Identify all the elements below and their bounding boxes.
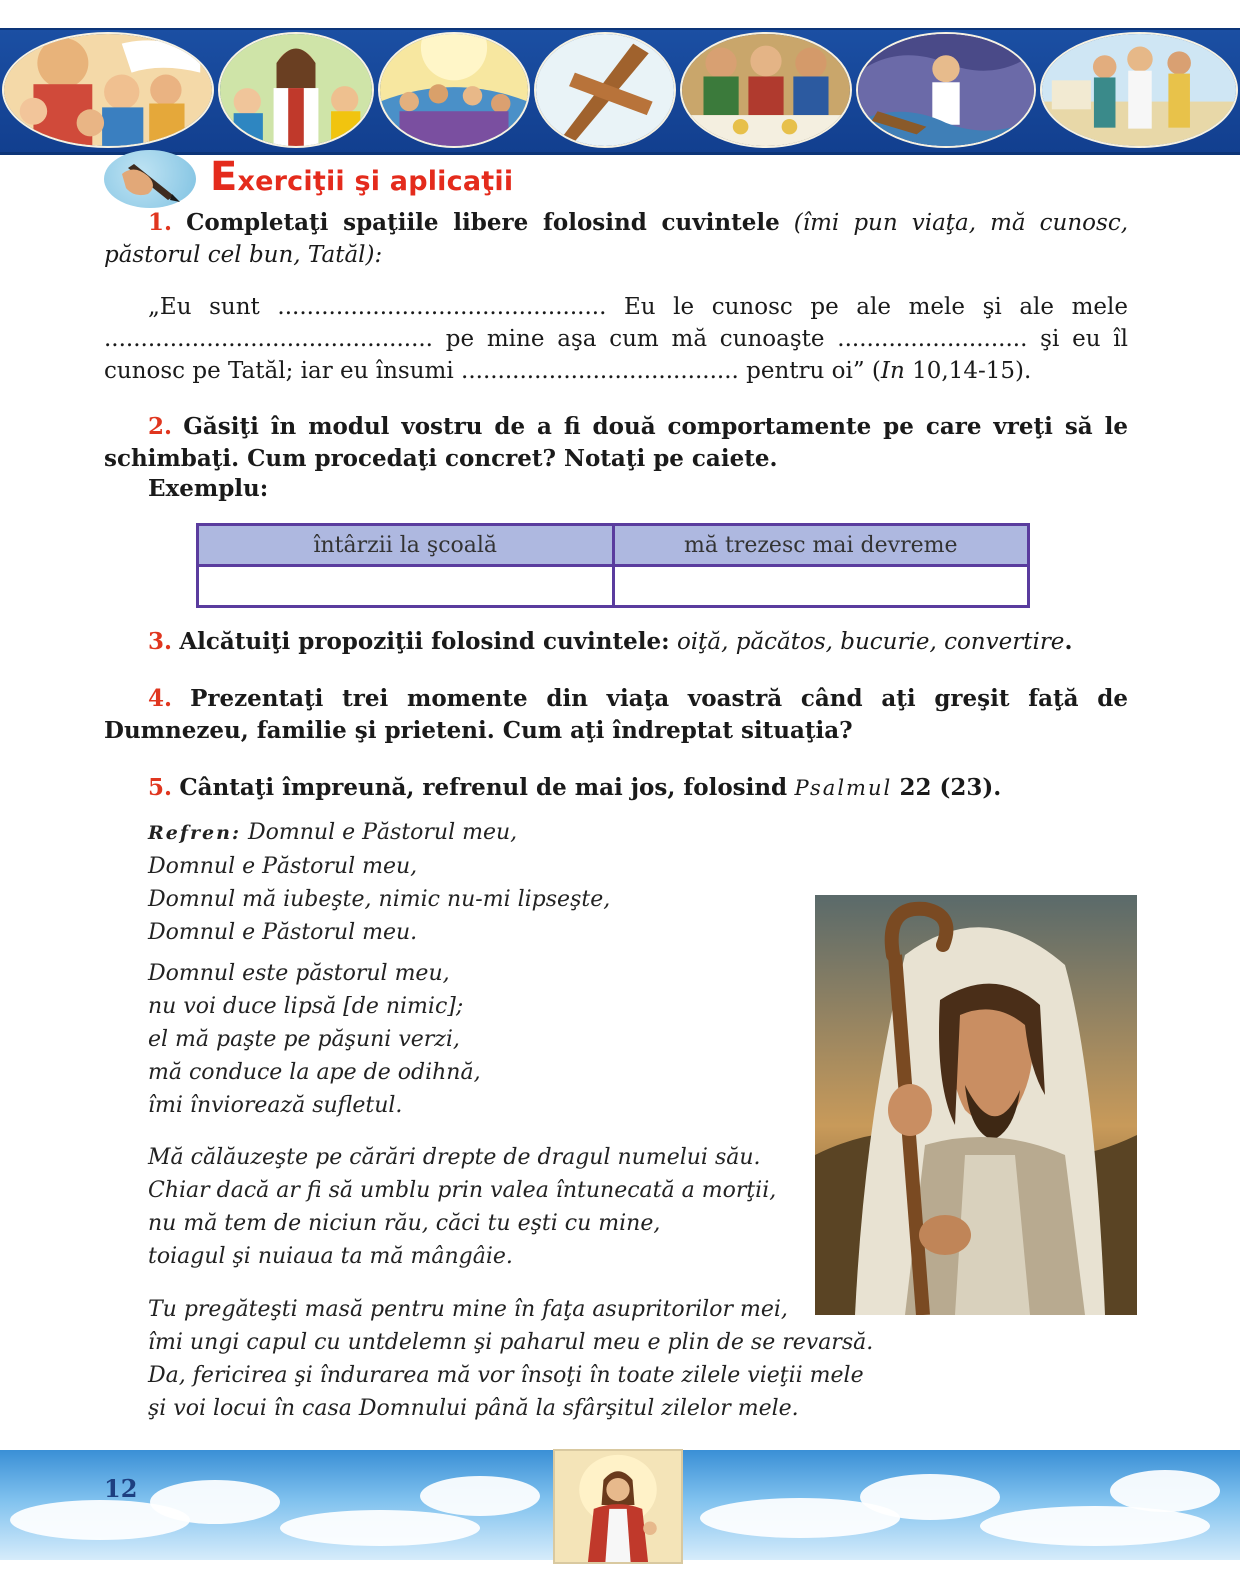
section-title-rest: xerciţii şi aplicaţii (237, 166, 514, 197)
table-cell-empty-left (198, 566, 614, 607)
refrain-line: Domnul mă iubeşte, nimic nu-mi lipseşte, (148, 887, 611, 912)
scene-last-supper-image (680, 32, 852, 148)
psalm-stanza-1 (148, 957, 481, 1122)
stanza-line: îmi ungi capul cu untdelemn şi paharul meu e plin de se revarsă. (148, 1330, 874, 1355)
stanza-line: îmi înviorează sufletul. (148, 1093, 403, 1118)
stanza-line: nu mă tem de niciun rău, căci tu eşti cu mine, (148, 1211, 661, 1236)
stanza-line: toiagul şi nuiaua ta mă mângâie. (148, 1244, 513, 1269)
example-label: Exemplu: (148, 475, 269, 502)
stanza-line: Tu pregăteşti masă pentru mine în faţa asupritorilor mei, (148, 1297, 788, 1322)
cloud-decoration (980, 1506, 1210, 1546)
page-number: 12 (104, 1474, 138, 1503)
exercise-4 (104, 683, 1128, 747)
exercise-1-quote (104, 291, 1128, 387)
exercise-1-words: (îmi pun viaţa, mă cunosc, păstorul cel bun, Tatăl): (104, 210, 1129, 268)
exercise-1-text: Completaţi spaţiile libere folosind cuvintele (186, 209, 780, 236)
cloud-decoration (1110, 1470, 1220, 1512)
scene-jesus-walking-image (1040, 32, 1238, 148)
writing-hand-icon (104, 150, 196, 208)
header-banner (0, 28, 1240, 155)
stanza-line: Mă călăuzeşte pe cărări drepte de dragul numelui său. (148, 1145, 761, 1170)
footer-jesus-image (553, 1449, 683, 1564)
exercise-3-end: . (1064, 628, 1073, 655)
stanza-line: Domnul este păstorul meu, (148, 961, 450, 986)
exercise-1-quote-book: In (880, 358, 905, 384)
table-row (198, 525, 1029, 566)
stanza-line: el mă paşte pe păşuni verzi, (148, 1027, 460, 1052)
scene-cross-image (534, 32, 676, 148)
exercise-4-text: Prezentaţi trei momente din viaţa voastră când aţi greşit faţă de Dumnezeu, familie şi prieteni. Cum aţi îndreptat situaţia? (104, 685, 1128, 744)
refrain-block (148, 816, 610, 949)
exercise-1-quote-ref: 10,14-15). (904, 358, 1032, 384)
exercise-2-number: 2. (148, 413, 173, 440)
exercise-5-psalm-word: Psalmul (794, 776, 893, 800)
cloud-decoration (860, 1474, 1000, 1520)
refrain-line: Domnul e Păstorul meu, (247, 820, 518, 845)
exercise-3-number: 3. (148, 628, 173, 655)
exercise-4-number: 4. (148, 685, 173, 712)
table-cell-solution: mă trezesc mai devreme (613, 525, 1029, 566)
refrain-label: Refren: (148, 822, 241, 844)
exercise-5-text-after: 22 (23). (899, 774, 1002, 801)
scene-jesus-children-image (218, 32, 374, 148)
exercise-1-quote-text: „Eu sunt ............................................. Eu le cunosc pe ale mele şi ale mele ............................................. pe mine aşa cum mă cunoaşte .......................... şi eu îl cunosc pe Tatăl; iar eu însumi ...................................... pentru oi” ( (104, 294, 1128, 384)
exercise-1-instruction (104, 207, 1128, 271)
scene-storm-image (856, 32, 1036, 148)
psalm-stanza-3 (148, 1293, 873, 1425)
scene-crowd-image (378, 32, 530, 148)
cloud-decoration (150, 1480, 280, 1524)
stanza-line: nu voi duce lipsă [de nimic]; (148, 994, 464, 1019)
refrain-line: Domnul e Păstorul meu, (148, 854, 418, 879)
exercise-3-words: oiţă, păcătos, bucurie, convertire (676, 629, 1065, 655)
exercise-5 (104, 772, 1128, 804)
table-cell-problem: întârzii la şcoală (198, 525, 614, 566)
scene-children-image (2, 32, 214, 148)
exercise-3-text: Alcătuiţi propoziţii folosind cuvintele: (179, 628, 670, 655)
refrain-line: Domnul e Păstorul meu. (148, 920, 418, 945)
exercise-5-text-before: Cântaţi împreună, refrenul de mai jos, folosind (179, 774, 788, 801)
exercise-2 (104, 411, 1128, 475)
exercise-3 (104, 626, 1128, 658)
section-title-initial: E (210, 154, 238, 200)
good-shepherd-portrait (815, 895, 1137, 1315)
refrain-first-line (148, 816, 610, 850)
example-table (196, 523, 1030, 608)
cloud-decoration (280, 1510, 480, 1546)
stanza-line: Da, fericirea şi îndurarea mă vor însoţi în toate zilele vieţii mele (148, 1363, 864, 1388)
exercise-2-text: Găsiţi în modul vostru de a fi două comportamente pe care vreţi să le schimbaţi. Cum procedaţi concret? Notaţi pe caiete. (104, 413, 1128, 472)
section-title (210, 154, 513, 200)
table-cell-empty-right (613, 566, 1029, 607)
psalm-stanza-2 (148, 1141, 776, 1273)
table-row (198, 566, 1029, 607)
exercise-5-number: 5. (148, 774, 173, 801)
exercise-1-number: 1. (148, 209, 173, 236)
stanza-line: mă conduce la ape de odihnă, (148, 1060, 481, 1085)
stanza-line: şi voi locui în casa Domnului până la sfârşitul zilelor mele. (148, 1396, 799, 1421)
stanza-line: Chiar dacă ar fi să umblu prin valea întunecată a morţii, (148, 1178, 777, 1203)
cloud-decoration (420, 1476, 540, 1516)
